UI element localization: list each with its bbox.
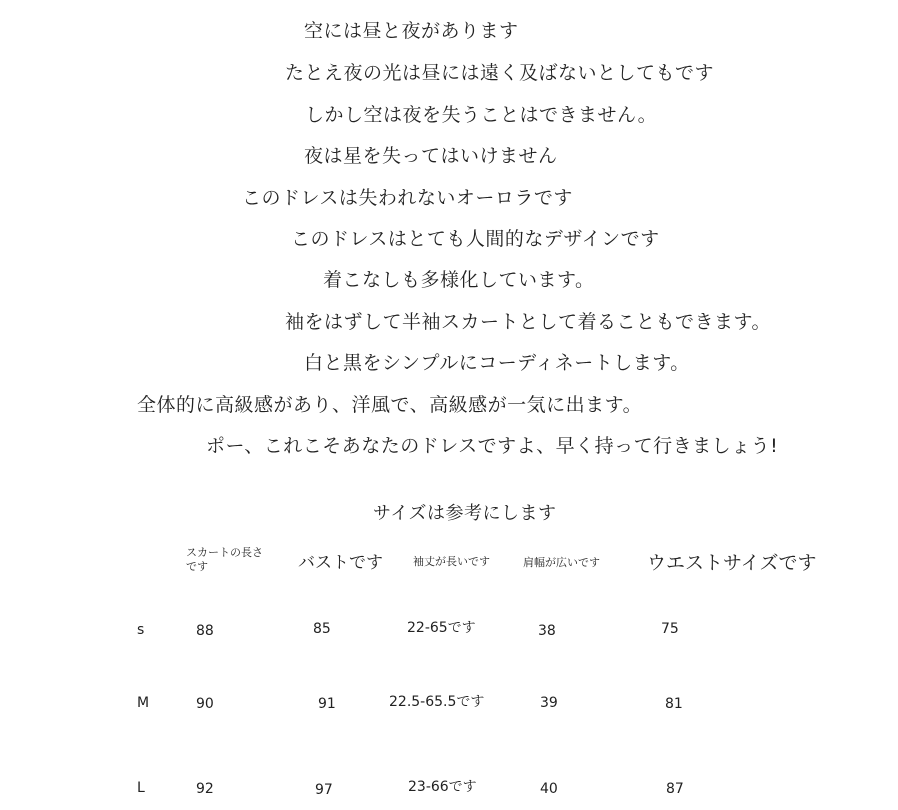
shoulder-width-value: 38 <box>538 623 556 639</box>
sleeve-length-value: 22-65です <box>407 620 476 636</box>
header-skirt-length: スカートの長さです <box>186 546 263 574</box>
size-chart-title: サイズは参考にします <box>373 503 557 524</box>
poem-line: 袖をはずして半袖スカートとして着ることもできます。 <box>285 311 771 333</box>
bust-value: 85 <box>313 621 331 637</box>
poem-line: 夜は星を失ってはいけません <box>304 145 558 167</box>
poem-line: 全体的に高級感があり、洋風で、高級感が一気に出ます。 <box>137 394 643 416</box>
poem-line: 白と黒をシンプルにコーディネートします。 <box>304 352 690 374</box>
bust-value: 97 <box>315 782 333 798</box>
poem-line: たとえ夜の光は昼には遠く及ばないとしてもです <box>285 62 715 84</box>
skirt-length-value: 88 <box>196 623 214 639</box>
header-bust: バストです <box>298 553 383 573</box>
poem-line: このドレスはとても人間的なデザインです <box>291 228 660 250</box>
skirt-length-value: 92 <box>196 781 214 797</box>
size-label: L <box>137 780 145 796</box>
skirt-length-value: 90 <box>196 696 214 712</box>
header-shoulder-width: 肩幅が広いです <box>523 556 600 569</box>
waist-value: 87 <box>666 781 684 797</box>
size-label: s <box>137 622 145 638</box>
size-label: M <box>137 695 150 711</box>
sleeve-length-value: 22.5-65.5です <box>389 694 485 710</box>
header-waist: ウエストサイズです <box>647 552 817 574</box>
poem-line: ポー、これこそあなたのドレスですよ、早く持って行きましょう! <box>206 435 779 457</box>
poem-line: 着こなしも多様化しています。 <box>323 269 595 291</box>
poem-line: このドレスは失われないオーロラです <box>242 187 573 209</box>
waist-value: 75 <box>661 621 679 637</box>
sleeve-length-value: 23-66です <box>408 779 477 795</box>
poem-line: しかし空は夜を失うことはできません。 <box>305 104 658 126</box>
shoulder-width-value: 39 <box>540 695 558 711</box>
waist-value: 81 <box>665 696 683 712</box>
header-sleeve-length: 袖丈が長いです <box>413 555 490 568</box>
bust-value: 91 <box>318 696 336 712</box>
poem-line: 空には昼と夜があります <box>304 20 519 42</box>
shoulder-width-value: 40 <box>540 781 558 797</box>
